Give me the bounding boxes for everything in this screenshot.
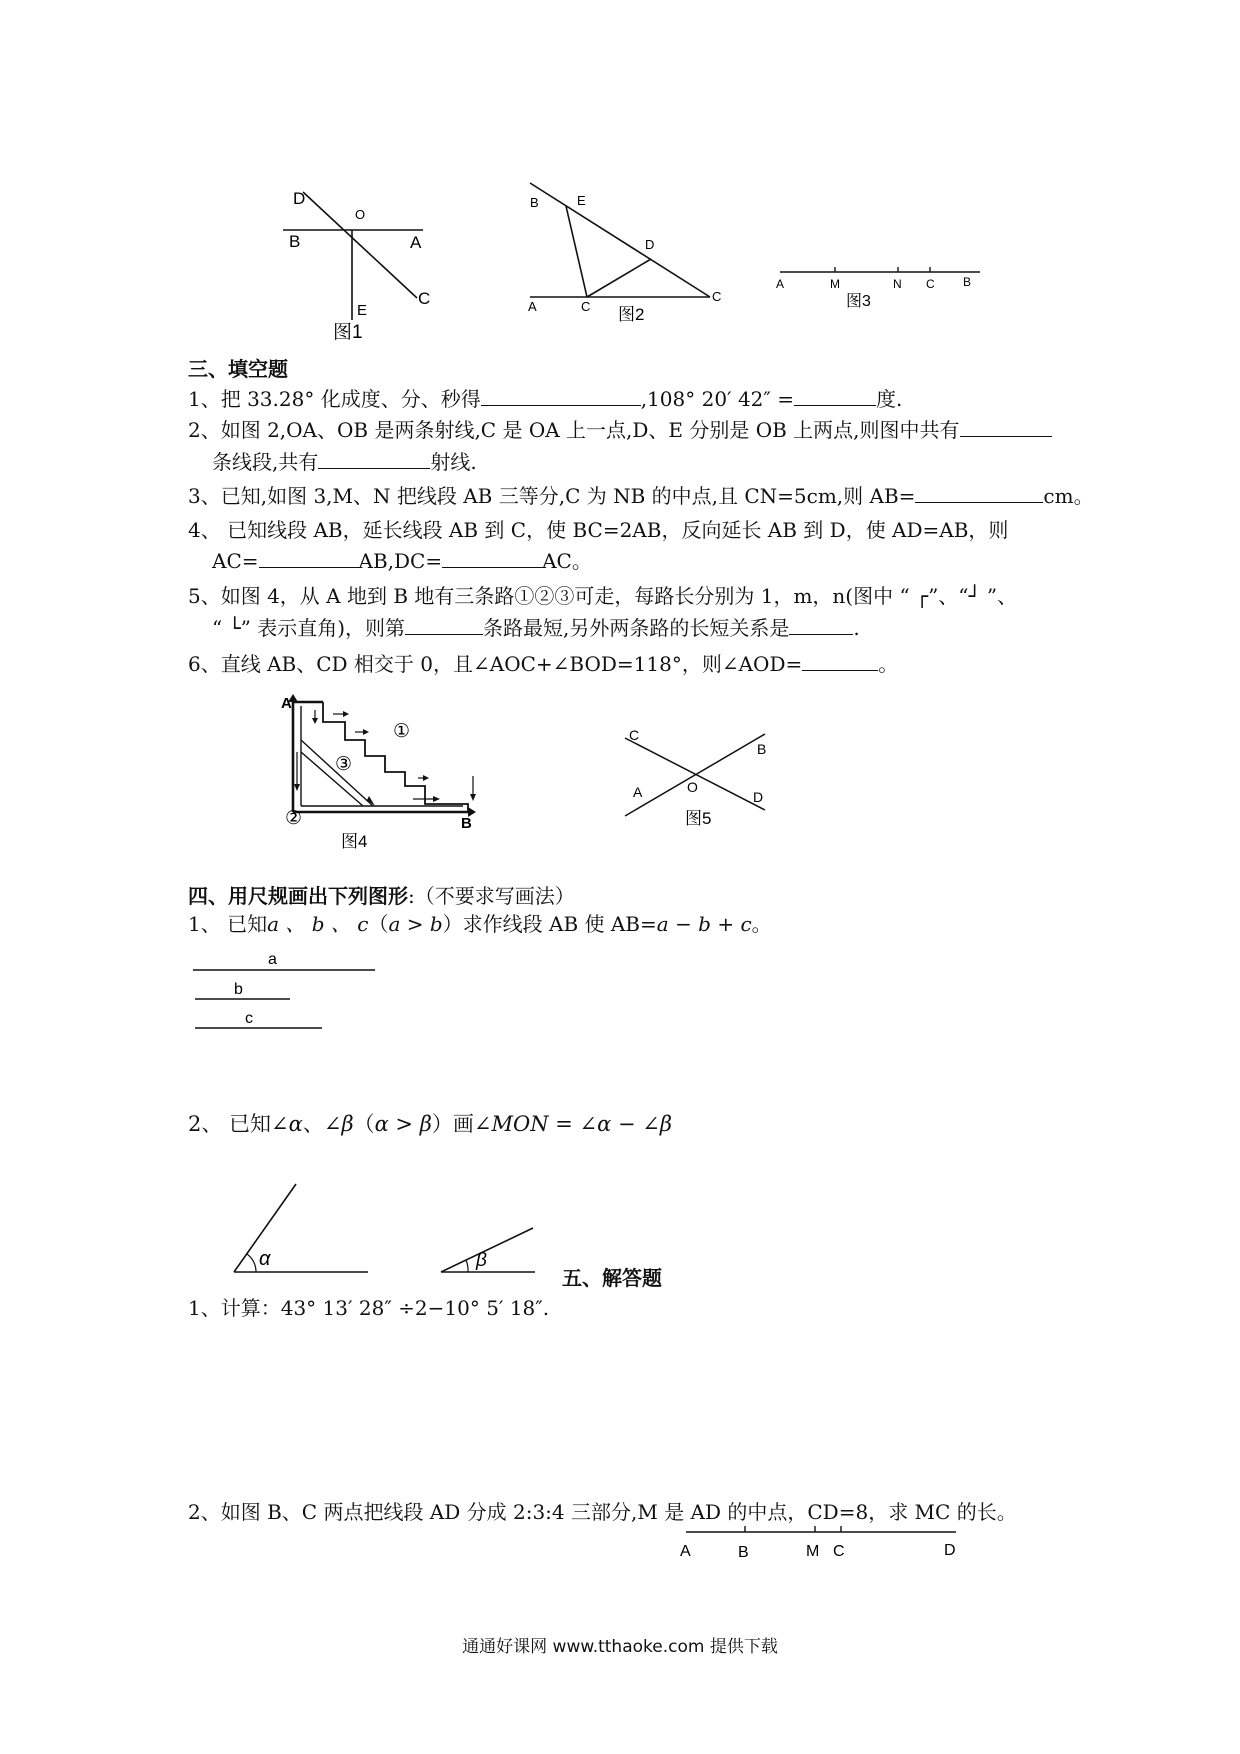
section4-title-note: :（不要求写画法）: [408, 884, 575, 908]
s4-q2-text-c: （: [353, 1112, 375, 1136]
angle-alpha-figure: [230, 1180, 375, 1280]
segment-a-label: a: [268, 951, 277, 968]
s3-q3-text-a: 3、已知,如图 3,M、N 把线段 AB 三等分,C 为 NB 的中点,且 CN=5cm,则 AB=: [188, 484, 916, 508]
s3-q5-blank-1[interactable]: [405, 616, 483, 635]
s4-q2-text-d: ）画∠: [431, 1112, 492, 1136]
s4-q1-text-c: ）求作线段 AB 使 AB=: [442, 912, 657, 936]
s3-q6-text-a: 6、直线 AB、CD 相交于 0，且∠AOC+∠BOD=118°，则∠AOD=: [188, 652, 803, 676]
s4-q2-expr: MON = ∠α − ∠β: [491, 1112, 672, 1136]
s4-q1-text-d: 。: [751, 912, 772, 936]
section4-title: 四、用尺规画出下列图形: [188, 884, 408, 908]
s4-q1-text-a: 1、 已知: [188, 912, 268, 936]
angle-beta-figure: [438, 1210, 538, 1280]
fig1-label-C: C: [418, 289, 431, 308]
s4-q2-cond: α > β: [374, 1112, 432, 1136]
s3-q2-line2: [212, 450, 477, 474]
s3-q5-line2: [212, 616, 860, 640]
segment-c-label: c: [245, 1010, 253, 1027]
s3-q3-blank[interactable]: [915, 484, 1043, 503]
seg-label-D: D: [944, 1542, 956, 1559]
s4-q1-text-b: （: [368, 912, 389, 936]
segment-AD-figure: [678, 1522, 968, 1567]
fig4-label-route3: ③: [335, 754, 353, 775]
s3-q1-text-b: ,108° 20′ 42″ =: [640, 387, 794, 411]
fig4-label-B: B: [461, 815, 472, 832]
s3-q6-text-b: 。: [878, 652, 899, 676]
s4-q2-alpha: α: [288, 1112, 303, 1136]
s3-q4-text-b: AC=: [212, 549, 259, 573]
fig4-caption: 图4: [341, 832, 368, 851]
s3-q5-text-d: .: [853, 616, 860, 640]
s3-q5-text-c: 条路最短,另外两条路的长短关系是: [483, 616, 790, 640]
s3-q5-text-a: 5、如图 4，从 A 地到 B 地有三条路①②③可走，每路长分别为 1，m，n(图中 “ ┌”、“┘ ”、: [188, 584, 1018, 608]
s3-q4-blank-1[interactable]: [259, 549, 359, 568]
seg-label-A: A: [680, 1543, 691, 1560]
s3-q3: [188, 484, 1094, 508]
page-footer: 通通好课网 www.tthaoke.com 提供下载: [462, 1637, 778, 1657]
fig3-label-B: B: [963, 275, 972, 289]
s3-q6-blank[interactable]: [802, 652, 878, 671]
s3-q1-blank-2[interactable]: [794, 387, 876, 406]
seg-label-C: C: [833, 1543, 845, 1560]
fig1-label-O: O: [355, 207, 366, 222]
seg-label-B: B: [738, 1544, 749, 1561]
s3-q4-line2: [212, 549, 592, 573]
fig5-label-C: C: [629, 727, 640, 743]
section5-title: 五、解答题: [562, 1266, 662, 1290]
s3-q5-blank-2[interactable]: [789, 616, 853, 635]
figure-2: [520, 175, 730, 330]
s3-q6: [188, 652, 898, 676]
s3-q4-blank-2[interactable]: [442, 549, 542, 568]
s3-q4-line1: [188, 518, 1008, 542]
figure-1: [275, 180, 450, 345]
fig2-label-E: E: [577, 193, 586, 208]
fig2-label-D: D: [645, 237, 655, 252]
s3-q2-text-b: 条线段,共有: [212, 450, 319, 474]
figure-3: [770, 262, 990, 317]
given-segments: [190, 948, 390, 1038]
s3-q1-text-a: 1、把 33.28° 化成度、分、秒得: [188, 387, 481, 411]
fig1-label-D: D: [293, 189, 306, 208]
s3-q2-line1: [188, 418, 1052, 442]
fig2-label-B: B: [530, 195, 539, 210]
s3-q2-blank-2[interactable]: [318, 450, 430, 469]
s3-q1-blank-1[interactable]: [481, 387, 641, 406]
fig3-caption: 图3: [846, 293, 871, 310]
s4-q1-expr: a − b + c: [656, 912, 752, 936]
section4-title-row: [188, 880, 575, 909]
segment-b-label: b: [234, 981, 243, 998]
s4-q2-text-b: 、∠: [302, 1112, 342, 1136]
s4-q1-vars: a 、 b 、 c: [267, 912, 369, 936]
angle-beta-label: β: [476, 1250, 487, 1271]
s3-q4-text-c: AB,DC=: [358, 549, 443, 573]
s5-q2: 2、如图 B、C 两点把线段 AD 分成 2:3:4 三部分,M 是 AD 的中点，CD=8，求 MC 的长。: [188, 1500, 1017, 1524]
fig1-label-E: E: [357, 302, 368, 319]
fig2-label-A: A: [528, 299, 537, 314]
fig2-label-C-bottom: C: [581, 299, 591, 314]
s3-q1-text-c: 度.: [875, 387, 903, 411]
fig3-label-C: C: [926, 277, 935, 291]
s3-q4-text-a: 4、 已知线段 AB，延长线段 AB 到 C，使 BC=2AB，反向延长 AB 到 D，使 AD=AB，则: [188, 518, 1009, 542]
s3-q4-text-d: AC。: [542, 549, 592, 573]
fig4-label-route1: ①: [393, 721, 411, 742]
section3-title: 三、填空题: [188, 357, 288, 381]
fig2-caption: 图2: [618, 305, 645, 324]
s3-q2-blank-1[interactable]: [960, 418, 1052, 437]
s4-q2: [188, 1112, 672, 1136]
fig5-caption: 图5: [685, 809, 712, 828]
s3-q3-text-b: cm。: [1043, 484, 1094, 508]
fig3-label-M: M: [830, 277, 840, 291]
fig1-label-B: B: [289, 232, 301, 251]
figure-4: [283, 694, 483, 852]
fig5-label-O: O: [687, 779, 698, 795]
s3-q2-text-a: 2、如图 2,OA、OB 是两条射线,C 是 OA 上一点,D、E 分别是 OB 上两点,则图中共有: [188, 418, 960, 442]
s3-q5-text-b: “ └” 表示直角)，则第: [212, 616, 406, 640]
s4-q1: [188, 912, 772, 936]
s5-q1: 1、计算：43° 13′ 28″ ÷2−10° 5′ 18″.: [188, 1296, 550, 1320]
fig4-label-A: A: [281, 695, 292, 712]
s3-q2-text-c: 射线.: [430, 450, 477, 474]
angle-alpha-label: α: [259, 1248, 271, 1270]
fig1-caption: 图1: [333, 322, 363, 343]
s4-q2-beta: β: [341, 1112, 354, 1136]
s3-q5-line1: [188, 584, 1017, 608]
figure-5: [615, 720, 785, 840]
fig2-label-C-right: C: [712, 289, 722, 304]
fig5-label-B: B: [757, 741, 767, 757]
fig5-label-D: D: [753, 789, 764, 805]
fig3-label-N: N: [893, 277, 902, 291]
s3-q1: [188, 387, 902, 411]
seg-label-M: M: [806, 1543, 820, 1560]
s4-q1-cond: a > b: [388, 912, 443, 936]
fig4-label-route2: ②: [285, 808, 303, 829]
s4-q2-text-a: 2、 已知∠: [188, 1112, 289, 1136]
fig5-label-A: A: [633, 784, 643, 800]
fig3-label-A: A: [776, 277, 785, 291]
fig1-label-A: A: [410, 233, 422, 252]
